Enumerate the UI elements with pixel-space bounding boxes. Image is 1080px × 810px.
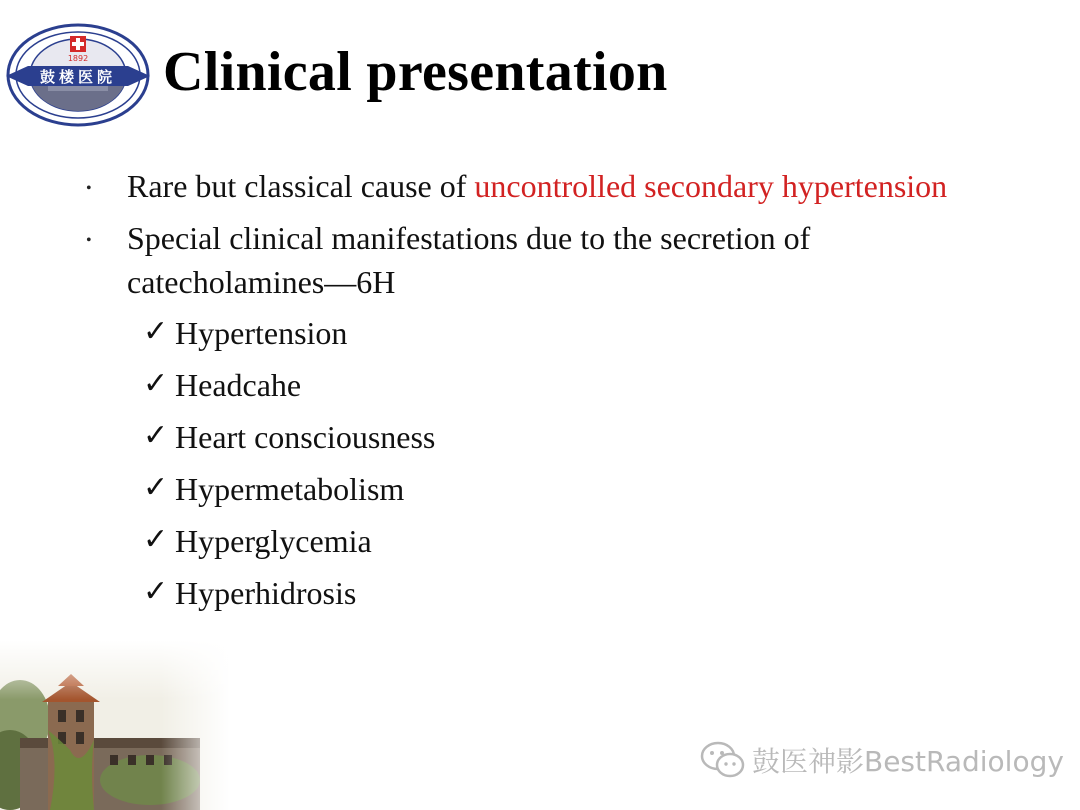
check-icon: ✓ [143, 470, 169, 505]
check-icon: ✓ [143, 418, 169, 453]
check-item: Hypertension [175, 315, 348, 351]
svg-text:鼓楼医院: 鼓楼医院 [39, 68, 117, 86]
check-item: Hypermetabolism [175, 471, 405, 507]
bullet-marker: • [86, 232, 92, 249]
check-item: Heart consciousness [175, 419, 436, 455]
watermark [700, 738, 1064, 782]
check-item: Headcahe [175, 367, 302, 403]
check-icon: ✓ [143, 366, 169, 401]
check-icon: ✓ [143, 574, 169, 609]
check-icon: ✓ [143, 314, 169, 349]
hospital-logo [4, 22, 152, 128]
watermark-text: 鼓医神影BestRadiology [752, 745, 1064, 778]
bullet-2-line-1: Special clinical manifestations due to the secretion of [127, 220, 811, 256]
check-item: Hyperglycemia [175, 523, 372, 559]
bullet-marker: • [86, 180, 92, 197]
bullet-1-plain: Rare but classical cause of [127, 168, 475, 204]
bullet-1-highlight: uncontrolled secondary hypertension [474, 168, 948, 204]
check-item: Hyperhidrosis [175, 575, 357, 611]
svg-text:1892: 1892 [67, 54, 89, 63]
slide-title: Clinical presentation [163, 41, 668, 103]
bullet-2-line-2: catecholamines—6H [127, 264, 396, 300]
hospital-building-photo [0, 640, 230, 810]
bullet-1-text [127, 168, 947, 205]
wechat-icon [700, 740, 746, 780]
check-icon: ✓ [143, 522, 169, 557]
